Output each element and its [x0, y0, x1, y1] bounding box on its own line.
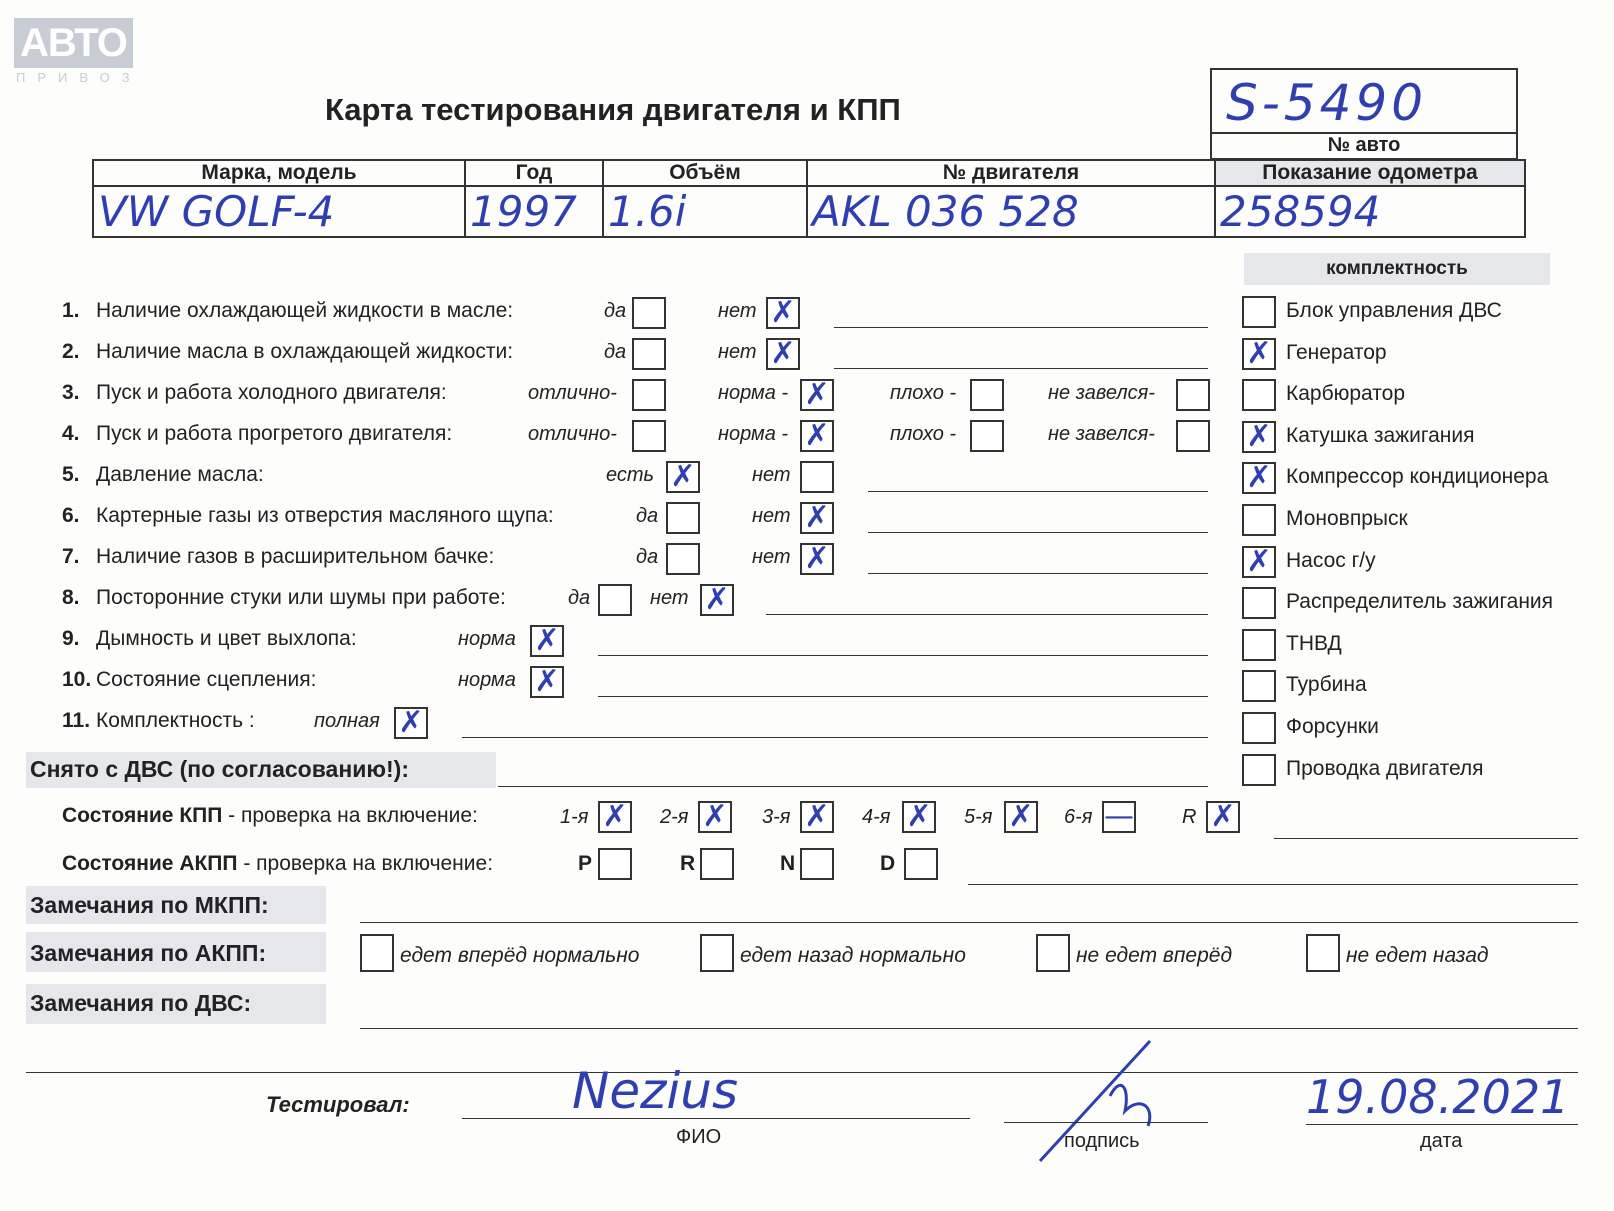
item-1-checkbox-2-mark: ✗ [770, 295, 796, 330]
akpp-option-checkbox-3[interactable] [1306, 934, 1340, 972]
item-number-6: 6. [62, 504, 80, 527]
akpp-label [62, 852, 493, 876]
item-8-checkbox-2-mark: ✗ [704, 582, 730, 617]
item-text-11: Комплектность : [96, 709, 255, 732]
header-value-engine-no: AKL 036 528 [807, 186, 1215, 237]
item-11-option-label-1: полная [314, 710, 380, 732]
kit-item-label-2: Карбюратор [1286, 382, 1406, 406]
underline [834, 327, 1208, 328]
kit-checkbox-7[interactable] [1242, 587, 1276, 619]
item-8-option-label-1: да [568, 587, 591, 609]
item-5-checkbox-1[interactable] [666, 461, 700, 493]
item-3-checkbox-1[interactable] [632, 379, 666, 411]
item-4-checkbox-3[interactable] [970, 420, 1004, 452]
akpp-option-label-0: едет вперёд нормально [400, 944, 640, 967]
test-date: 19.08.2021 [1306, 1070, 1570, 1124]
item-number-3: 3. [62, 381, 80, 404]
item-text-6: Картерные газы из отверстия масляного щупа: [96, 504, 554, 527]
kpp-gear-label-2: 3-я [762, 806, 791, 828]
sign-label: подпись [1064, 1130, 1140, 1152]
item-7-checkbox-1[interactable] [666, 543, 700, 575]
item-1-option-label-2: нет [718, 300, 757, 322]
item-3-checkbox-4[interactable] [1176, 379, 1210, 411]
vehicle-header-table [92, 159, 1526, 238]
underline [766, 614, 1208, 615]
date-label: дата [1420, 1130, 1463, 1152]
auto-number-value: S-5490 [1226, 74, 1428, 132]
underline [868, 532, 1208, 533]
tested-label: Тестировал: [266, 1092, 410, 1117]
kit-item-label-10: Форсунки [1286, 715, 1379, 738]
remarks-akpp-label: Замечания по АКПП: [30, 940, 267, 966]
akpp-option-label-2: не едет вперёд [1076, 944, 1233, 967]
kpp-gear-checkbox-3[interactable] [902, 801, 936, 833]
item-2-option-label-1: да [604, 341, 627, 363]
item-10-option-label-1: норма [458, 669, 516, 691]
item-4-option-label-2: норма - [718, 423, 789, 445]
page-title: Карта тестирования двигателя и КПП [325, 92, 901, 127]
akpp-mode-checkbox-2[interactable] [800, 848, 834, 880]
kpp-gear-checkbox-1-mark: ✗ [702, 799, 728, 834]
kit-item-label-8: ТНВД [1286, 631, 1342, 655]
tester-name: Nezius [572, 1062, 739, 1120]
kit-checkbox-10[interactable] [1242, 712, 1276, 744]
kpp-gear-checkbox-1[interactable] [698, 801, 732, 833]
kit-item-label-5: Моновпрыск [1286, 507, 1408, 530]
akpp-option-label-1: едет назад нормально [740, 944, 966, 967]
kit-item-label-7: Распределитель зажигания [1286, 590, 1554, 614]
kit-checkbox-6-mark: ✗ [1246, 543, 1272, 579]
akpp-mode-label-3: D [880, 852, 896, 875]
item-3-option-label-4: не завелся- [1048, 382, 1155, 404]
kit-item-label-6: Насос г/у [1286, 548, 1376, 572]
item-text-5: Давление масла: [96, 463, 264, 486]
kpp-gear-label-1: 2-я [660, 806, 689, 828]
item-10-checkbox-1[interactable] [530, 666, 564, 698]
kpp-label [62, 804, 478, 828]
item-text-3: Пуск и работа холодного двигателя: [96, 381, 447, 404]
kpp-gear-checkbox-3-mark: ✗ [906, 799, 932, 834]
item-number-1: 1. [62, 299, 80, 322]
item-number-10: 10. [62, 668, 92, 691]
item-3-checkbox-2[interactable] [800, 379, 834, 411]
kit-item-label-11: Проводка двигателя [1286, 756, 1484, 780]
auto-number-label: № авто [1327, 134, 1401, 156]
logo-sub: ПРИВОЗ [16, 70, 142, 85]
kpp-gear-checkbox-6-mark: ✗ [1210, 799, 1236, 834]
item-4-option-label-3: плохо - [890, 423, 957, 445]
kit-checkbox-3-mark: ✗ [1246, 418, 1272, 454]
remarks-mkpp-label: Замечания по МКПП: [30, 892, 269, 918]
item-5-checkbox-1-mark: ✗ [670, 459, 696, 494]
item-text-8: Посторонние стуки или шумы при работе: [96, 586, 506, 609]
akpp-mode-checkbox-0[interactable] [598, 848, 632, 880]
item-number-5: 5. [62, 463, 80, 486]
kpp-gear-checkbox-6[interactable] [1206, 801, 1240, 833]
kpp-gear-label-4: 5-я [964, 806, 993, 828]
akpp-option-checkbox-2[interactable] [1036, 934, 1070, 972]
item-8-checkbox-2[interactable] [700, 584, 734, 616]
item-6-checkbox-2-mark: ✗ [804, 500, 830, 535]
item-9-checkbox-1-mark: ✗ [534, 623, 560, 658]
item-1-option-label-1: да [604, 300, 627, 322]
akpp-rest: - проверка на включение: [237, 852, 494, 875]
item-5-option-label-1: есть [606, 464, 655, 486]
item-6-option-label-1: да [636, 505, 659, 527]
item-text-4: Пуск и работа прогретого двигателя: [96, 422, 453, 445]
item-text-1: Наличие охлаждающей жидкости в масле: [96, 299, 514, 322]
item-text-7: Наличие газов в расширительном бачке: [96, 545, 495, 568]
item-3-option-label-3: плохо - [890, 382, 957, 404]
akpp-title: Состояние АКПП [62, 852, 238, 875]
item-11-checkbox-1-mark: ✗ [398, 705, 424, 740]
item-11-checkbox-1[interactable] [394, 707, 428, 739]
item-1-checkbox-1[interactable] [632, 297, 666, 329]
removed-label: Снято с ДВС (по согласованию!): [30, 756, 409, 782]
item-4-checkbox-2-mark: ✗ [804, 418, 830, 453]
header-label-engine-no: № двигателя [807, 160, 1215, 186]
kpp-gear-checkbox-5-mark: — [1104, 799, 1134, 834]
kpp-title: Состояние КПП [62, 804, 223, 827]
kpp-gear-label-3: 4-я [862, 806, 891, 828]
item-2-checkbox-2-mark: ✗ [770, 336, 796, 371]
item-number-11: 11. [62, 709, 91, 732]
akpp-option-checkbox-1[interactable] [700, 934, 734, 972]
logo-main: АВТО [14, 18, 133, 68]
header-value-model: VW GOLF-4 [93, 186, 465, 237]
kit-checkbox-5[interactable] [1242, 504, 1276, 536]
item-4-checkbox-2[interactable] [800, 420, 834, 452]
item-6-checkbox-2[interactable] [800, 502, 834, 534]
underline [834, 368, 1208, 369]
item-3-checkbox-3[interactable] [970, 379, 1004, 411]
kit-checkbox-8[interactable] [1242, 629, 1276, 661]
kpp-gear-checkbox-5[interactable] [1102, 801, 1136, 833]
underline [868, 491, 1208, 492]
kit-checkbox-4[interactable] [1242, 462, 1276, 494]
kpp-gear-checkbox-2[interactable] [800, 801, 834, 833]
kpp-gear-label-6: R [1182, 806, 1197, 828]
item-7-checkbox-2[interactable] [800, 543, 834, 575]
header-label-model: Марка, модель [93, 160, 465, 186]
item-3-checkbox-2-mark: ✗ [804, 377, 830, 412]
underline [598, 655, 1208, 656]
item-text-9: Дымность и цвет выхлопа: [96, 627, 357, 650]
akpp-mode-label-2: N [780, 852, 796, 875]
underline [868, 573, 1208, 574]
item-4-checkbox-1[interactable] [632, 420, 666, 452]
item-number-4: 4. [62, 422, 80, 445]
auto-number-box [1210, 68, 1518, 160]
header-label-volume: Объём [603, 160, 807, 186]
item-number-8: 8. [62, 586, 80, 609]
kpp-gear-label-5: 6-я [1064, 806, 1093, 828]
kpp-gear-checkbox-4[interactable] [1004, 801, 1038, 833]
item-3-option-label-2: норма - [718, 382, 789, 404]
akpp-mode-label-0: P [578, 852, 593, 875]
kit-checkbox-1[interactable] [1242, 335, 1276, 371]
item-4-checkbox-4[interactable] [1176, 420, 1210, 452]
header-label-year: Год [465, 160, 603, 186]
item-8-checkbox-1[interactable] [598, 584, 632, 616]
akpp-mode-label-1: R [680, 852, 696, 875]
item-6-option-label-2: нет [752, 505, 791, 527]
kpp-gear-checkbox-0[interactable] [598, 801, 632, 833]
kpp-gear-checkbox-0-mark: ✗ [602, 799, 628, 834]
logo [14, 18, 150, 86]
kit-item-label-3: Катушка зажигания [1286, 423, 1475, 447]
item-10-checkbox-1-mark: ✗ [534, 664, 560, 699]
underline [598, 696, 1208, 697]
header-value-year: 1997 [465, 186, 603, 237]
kit-title: комплектность [1326, 258, 1468, 279]
kpp-gear-checkbox-4-mark: ✗ [1008, 799, 1034, 834]
kit-item-label-0: Блок управления ДВС [1286, 299, 1502, 322]
item-2-checkbox-2[interactable] [766, 338, 800, 370]
kit-checkbox-2[interactable] [1242, 379, 1276, 411]
kpp-gear-checkbox-2-mark: ✗ [804, 799, 830, 834]
kit-checkbox-3[interactable] [1242, 418, 1276, 454]
header-value-odometer: 258594 [1215, 186, 1525, 237]
item-4-option-label-1: отлично- [528, 423, 617, 445]
header-label-odometer: Показание одометра [1215, 160, 1525, 186]
item-text-2: Наличие масла в охлаждающей жидкости: [96, 340, 514, 363]
kpp-rest: - проверка на включение: [222, 804, 478, 827]
akpp-mode-checkbox-3[interactable] [904, 848, 938, 880]
item-4-option-label-4: не завелся- [1048, 423, 1155, 445]
item-1-checkbox-2[interactable] [766, 297, 800, 329]
item-5-option-label-2: нет [752, 464, 791, 486]
item-7-option-label-2: нет [752, 546, 791, 568]
item-6-checkbox-1[interactable] [666, 502, 700, 534]
item-number-9: 9. [62, 627, 80, 650]
kit-checkbox-11[interactable] [1242, 754, 1276, 786]
header-value-volume: 1.6i [603, 186, 807, 237]
kit-checkbox-6[interactable] [1242, 543, 1276, 579]
akpp-option-label-3: не едет назад [1346, 944, 1489, 967]
item-7-checkbox-2-mark: ✗ [804, 541, 830, 576]
item-7-option-label-1: да [636, 546, 659, 568]
remarks-dvs-label: Замечания по ДВС: [30, 990, 252, 1016]
item-number-2: 2. [62, 340, 80, 363]
item-3-option-label-1: отлично- [528, 382, 617, 404]
fio-label: ФИО [676, 1126, 722, 1148]
item-text-10: Состояние сцепления: [96, 668, 317, 691]
item-number-7: 7. [62, 545, 80, 568]
kit-checkbox-4-mark: ✗ [1246, 460, 1272, 496]
kit-checkbox-1-mark: ✗ [1246, 335, 1272, 371]
item-2-option-label-2: нет [718, 341, 757, 363]
kit-checkbox-9[interactable] [1242, 670, 1276, 702]
kit-item-label-9: Турбина [1286, 673, 1367, 697]
kpp-gear-label-0: 1-я [560, 806, 589, 828]
akpp-mode-checkbox-1[interactable] [700, 848, 734, 880]
akpp-option-checkbox-0[interactable] [360, 934, 394, 972]
item-2-checkbox-1[interactable] [632, 338, 666, 370]
item-5-checkbox-2[interactable] [800, 461, 834, 493]
item-9-checkbox-1[interactable] [530, 625, 564, 657]
kit-item-label-4: Компрессор кондиционера [1286, 465, 1549, 489]
item-9-option-label-1: норма [458, 628, 516, 650]
kit-checkbox-0[interactable] [1242, 296, 1276, 328]
kit-item-label-1: Генератор [1286, 340, 1387, 364]
underline [462, 737, 1208, 738]
item-8-option-label-2: нет [650, 587, 689, 609]
